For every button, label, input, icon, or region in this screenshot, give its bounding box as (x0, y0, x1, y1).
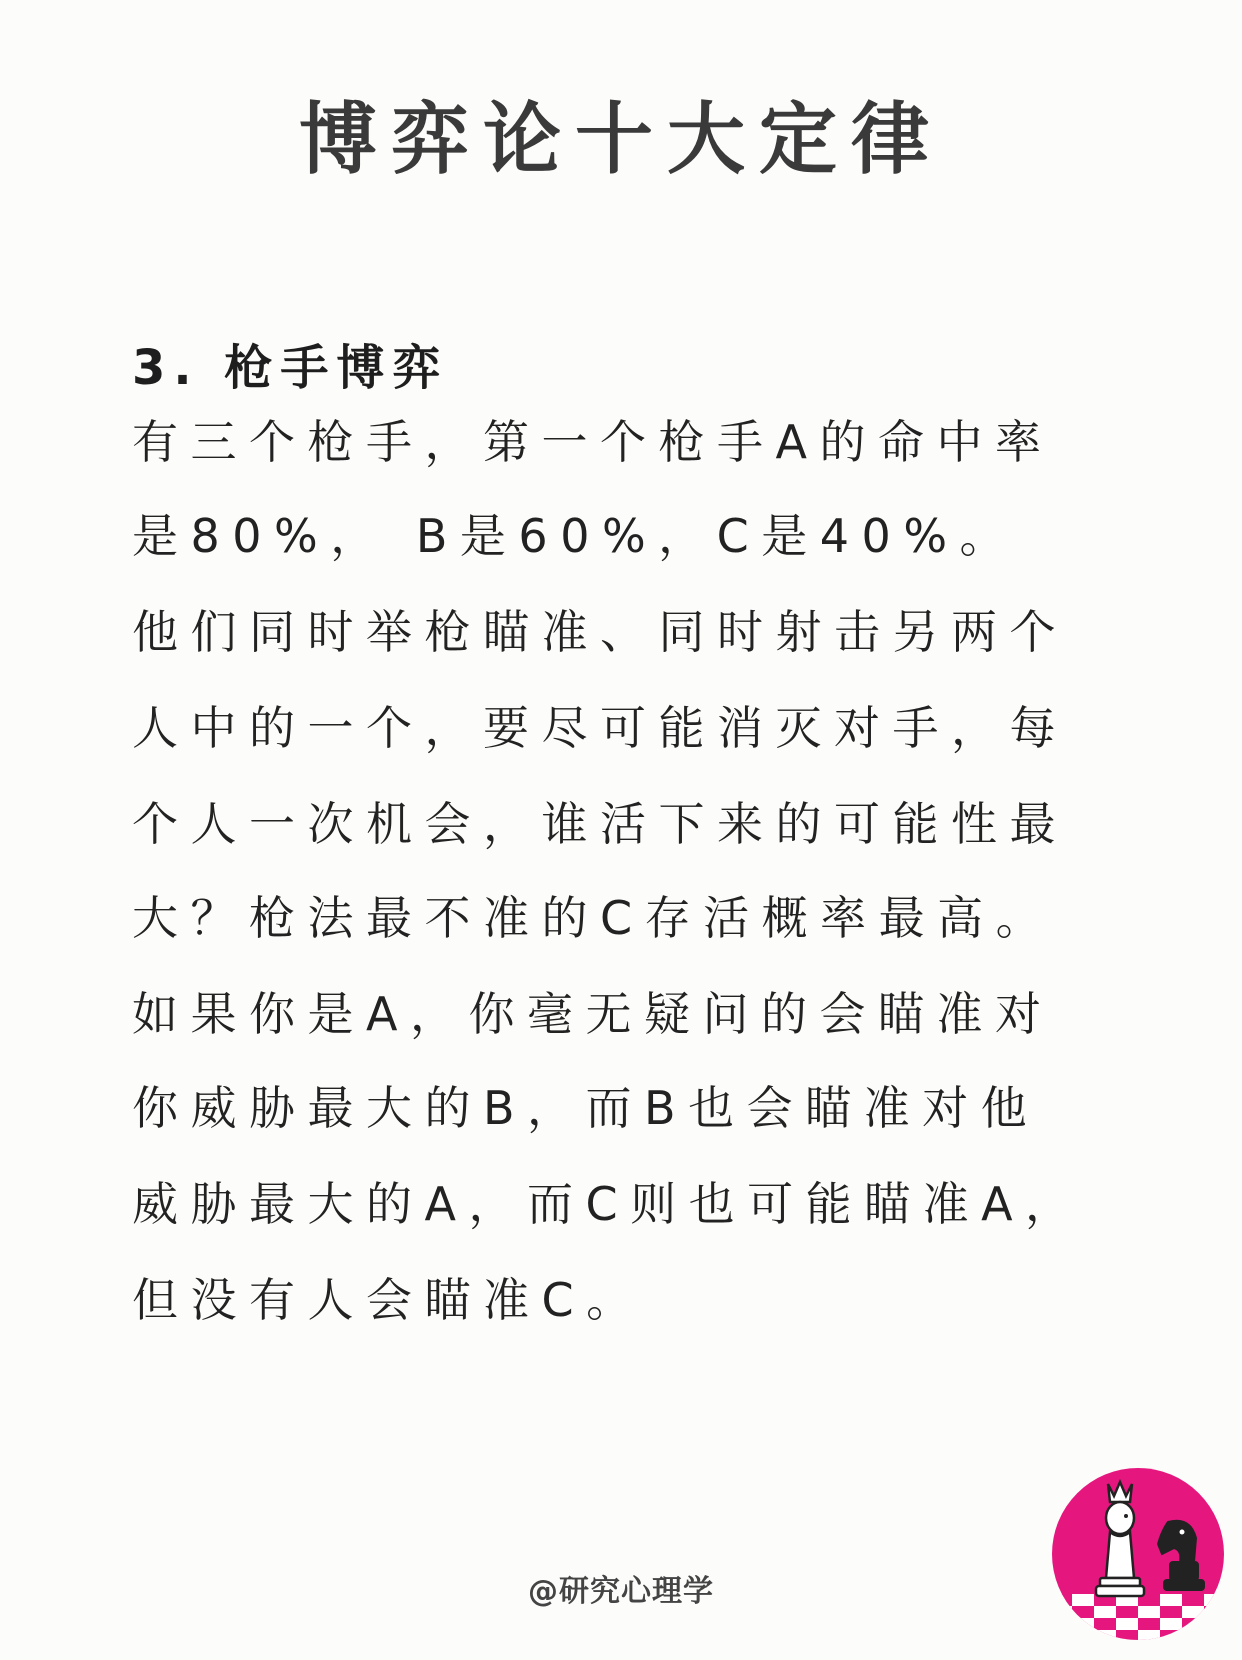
body-line: 他们同时举枪瞄准、同时射击另两个 (132, 605, 1068, 659)
body-line: 你威胁最大的B，而B也会瞄准对他 (132, 1081, 1040, 1135)
page-title: 博弈论十大定律 (298, 95, 943, 185)
body-line: 是80%， B是60%，C是40%。 (132, 509, 1019, 563)
body-line: 但没有人会瞄准C。 (132, 1273, 645, 1327)
body-line: 威胁最大的A，而C则也可能瞄准A， (132, 1177, 1084, 1231)
body-line: 个人一次机会，谁活下来的可能性最 (132, 797, 1068, 851)
body-line: 大？枪法最不准的C存活概率最高。 (132, 891, 1055, 945)
footer-handle: @研究心理学 (528, 1574, 714, 1609)
body-line: 有三个枪手，第一个枪手A的命中率 (132, 415, 1054, 469)
section-heading: 3. 枪手博弈 (132, 340, 449, 396)
body-line: 如果你是A，你毫无疑问的会瞄准对 (132, 987, 1054, 1041)
body-line: 人中的一个，要尽可能消灭对手，每 (132, 701, 1068, 755)
chess-pieces-logo-icon (1050, 1466, 1226, 1642)
